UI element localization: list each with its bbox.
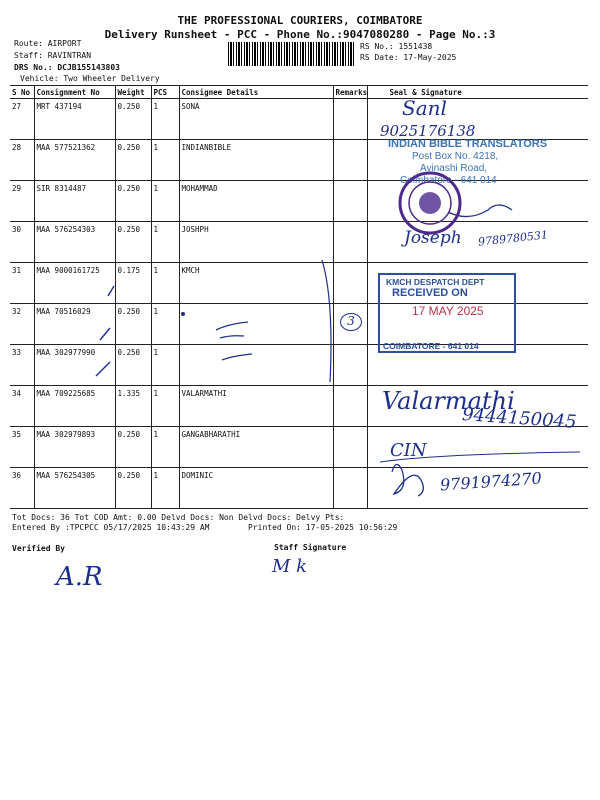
verified-by-label: Verified By	[12, 544, 65, 553]
cell-consignment: MAA 9000161725	[34, 263, 115, 304]
round-seal-icon	[397, 170, 463, 236]
col-weight: Weight	[115, 86, 151, 99]
staff: Staff: RAVINTRAN	[14, 51, 92, 60]
cell-consignment: MAA 709225685	[34, 386, 115, 427]
tick-mark	[96, 362, 110, 376]
cell-sno: 31	[10, 263, 34, 304]
col-seal-signature: Seal & Signature	[367, 86, 588, 99]
cell-consignment: MAA 576254303	[34, 222, 115, 263]
valarmathi-signature: Valarmathi	[382, 387, 515, 415]
cell-pcs: 1	[151, 427, 179, 468]
col-consignment: Consignment No	[34, 86, 115, 99]
tick-mark	[108, 286, 114, 296]
cell-weight: 0.250	[115, 99, 151, 140]
col-remarks: Remarks	[333, 86, 367, 99]
cell-consignee: GANGABHARATHI	[179, 427, 333, 468]
col-consignee: Consignee Details	[179, 86, 333, 99]
staff-signature: M k	[272, 556, 308, 577]
bracket-line	[322, 260, 331, 382]
entered-by: Entered By :TPCPCC 05/17/2025 10:43:29 AM	[12, 523, 210, 532]
cell-weight: 0.250	[115, 345, 151, 386]
cell-pcs: 1	[151, 99, 179, 140]
cell-sno: 34	[10, 386, 34, 427]
ink-dot	[181, 312, 185, 316]
printed-on: Printed On: 17-05-2025 10:56:29	[248, 523, 398, 532]
cell-consignment: MRT 437194	[34, 99, 115, 140]
remark-32: 3	[340, 313, 362, 331]
cell-weight: 0.175	[115, 263, 151, 304]
bible-stamp-line2: Post Box No. 4218,	[412, 151, 499, 162]
valarmathi-phone: 9444150045	[461, 404, 578, 433]
kmch-stamp-title: KMCH DESPATCH DEPT	[386, 277, 485, 287]
sona-signature: Sanl	[402, 96, 447, 120]
cell-sno: 29	[10, 181, 34, 222]
cell-sno: 33	[10, 345, 34, 386]
cell-pcs: 1	[151, 304, 179, 345]
bible-stamp-line1: INDIAN BIBLE TRANSLATORS	[388, 138, 548, 150]
col-sno: S No	[10, 86, 34, 99]
cell-sno: 32	[10, 304, 34, 345]
cell-consignee: INDIANBIBLE	[179, 140, 333, 181]
cell-consignment: MAA 70516029	[34, 304, 115, 345]
cell-weight: 0.250	[115, 427, 151, 468]
rs-number: RS No.: 1551438	[360, 42, 433, 51]
joseph-phone: 9789780531	[477, 228, 549, 249]
cell-pcs: 1	[151, 386, 179, 427]
bible-stamp-line3: Avinashi Road,	[420, 163, 488, 174]
cell-consignment: MAA 576254305	[34, 468, 115, 509]
cell-weight: 1.335	[115, 386, 151, 427]
bible-stamp-line4: Coimbatore - 641 014	[400, 175, 497, 186]
dash-scribble	[222, 354, 252, 360]
cell-consignee: JOSHPH	[179, 222, 333, 263]
dash-scribble	[216, 322, 248, 338]
cell-consignment: SIR 8314487	[34, 181, 115, 222]
cell-consignee: KMCH	[179, 263, 333, 304]
runsheet-subtitle: Delivery Runsheet - PCC - Phone No.:9047080280 - Page No.:3	[104, 28, 496, 41]
company-title: THE PROFESSIONAL COURIERS, COIMBATORE	[177, 14, 423, 27]
cell-consignment: MAA 577521362	[34, 140, 115, 181]
cell-weight: 0.250	[115, 304, 151, 345]
cell-consignee: MOHAMMAD	[179, 181, 333, 222]
totals-line: Tot Docs: 36 Tot COD Amt: 0.00 Delvd Docs: Non Delvd Docs: Delvy Pts:	[12, 513, 345, 522]
cell-sno: 35	[10, 427, 34, 468]
kmch-stamp-footer: COIMBATORE - 641 014	[383, 341, 479, 351]
cell-sno: 27	[10, 99, 34, 140]
cell-consignee: DOMINIC	[179, 468, 333, 509]
cell-sno: 30	[10, 222, 34, 263]
cell-pcs: 1	[151, 222, 179, 263]
sona-phone: 9025176138	[380, 122, 476, 140]
cell-pcs: 1	[151, 140, 179, 181]
dominic-phone: 9791974270	[439, 468, 543, 495]
cell-consignee: VALARMATHI	[179, 386, 333, 427]
cell-weight: 0.250	[115, 140, 151, 181]
cell-sno: 28	[10, 140, 34, 181]
staff-signature-label: Staff Signature	[274, 543, 347, 552]
cell-consignee: SONA	[179, 99, 333, 140]
signature-scribble	[392, 464, 423, 496]
joseph-signature: Joseph	[404, 228, 462, 248]
kmch-stamp-date: 17 MAY 2025	[412, 304, 484, 318]
cell-weight: 0.250	[115, 222, 151, 263]
cell-pcs: 1	[151, 468, 179, 509]
rs-date: RS Date: 17-May-2025	[360, 53, 457, 62]
cell-consignment: MAA 302977990	[34, 345, 115, 386]
gangabharathi-signature: CIN	[390, 440, 427, 461]
vehicle: Vehicle: Two Wheeler Delivery	[20, 74, 160, 83]
cell-pcs: 1	[151, 345, 179, 386]
cell-sno: 36	[10, 468, 34, 509]
cell-weight: 0.250	[115, 181, 151, 222]
kmch-stamp-received: RECEIVED ON	[392, 287, 468, 299]
drs-number: DRS No.: DCJB155143803	[14, 63, 120, 72]
cell-weight: 0.250	[115, 468, 151, 509]
verified-signature: A.R	[56, 562, 103, 592]
cell-pcs: 1	[151, 263, 179, 304]
col-pcs: PCS	[151, 86, 179, 99]
cell-pcs: 1	[151, 181, 179, 222]
tick-mark	[100, 328, 110, 340]
cell-consignment: MAA 302979893	[34, 427, 115, 468]
route: Route: AIRPORT	[14, 39, 82, 48]
